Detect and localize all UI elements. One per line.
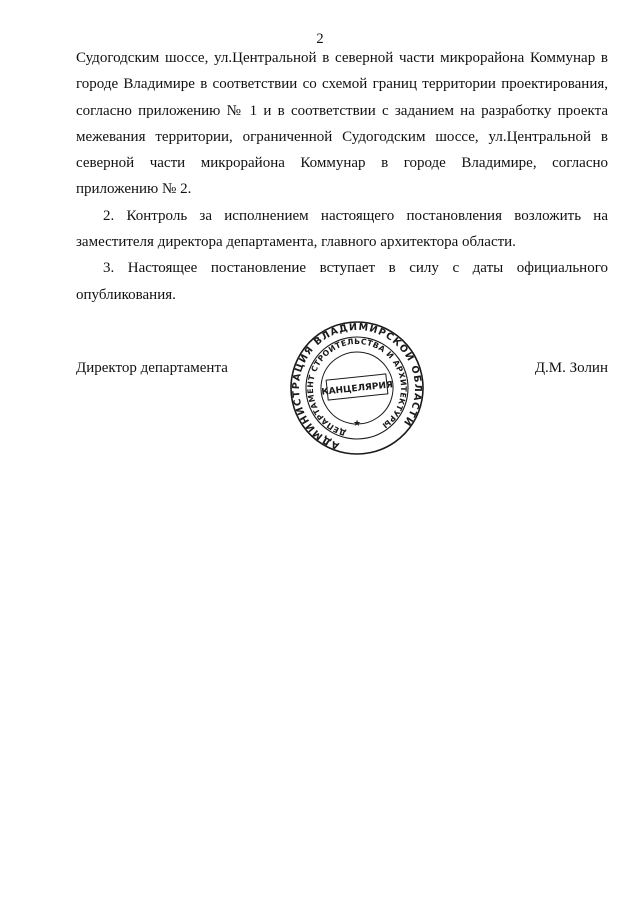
signatory-title: Директор департамента (76, 360, 228, 376)
paragraph-item-3: 3. Настоящее постановление вступает в силу с даты официального опубликования. (76, 260, 608, 303)
paragraph-item-2: 2. Контроль за исполнением настоящего постановления возложить на заместителя директора департамента, главного архитектора области. (76, 207, 608, 251)
signatory-name: Д.М. Золин (534, 360, 608, 376)
paragraph-continuation: Судогодским шоссе, ул.Центральной в северной части микрорайона Коммунар в городе Владимире в соответствии со схемой границ территории проектирования, согласно приложению № 1 и в соответствии с заданием на разработку проекта межевания территории, ограниченной Судогодским шоссе, ул.Центральной в северной части микрорайона Коммунар в городе Владимире, согласно приложению № 2. (76, 50, 608, 198)
seal-center-text: КАНЦЕЛЯРИЯ (320, 380, 394, 398)
official-stamp-seal (289, 320, 425, 456)
document-body (76, 45, 608, 308)
page-number: 2 (316, 31, 324, 47)
seal-star-icon: ★ (352, 418, 362, 428)
seal-inner-text: ДЕПАРТАМЕНТ СТРОИТЕЛЬСТВА И АРХИТЕКТУРЫ (305, 336, 409, 438)
seal-outer-text: АДМИНИСТРАЦИЯ ВЛАДИМИРСКОЙ ОБЛАСТИ (290, 321, 424, 452)
